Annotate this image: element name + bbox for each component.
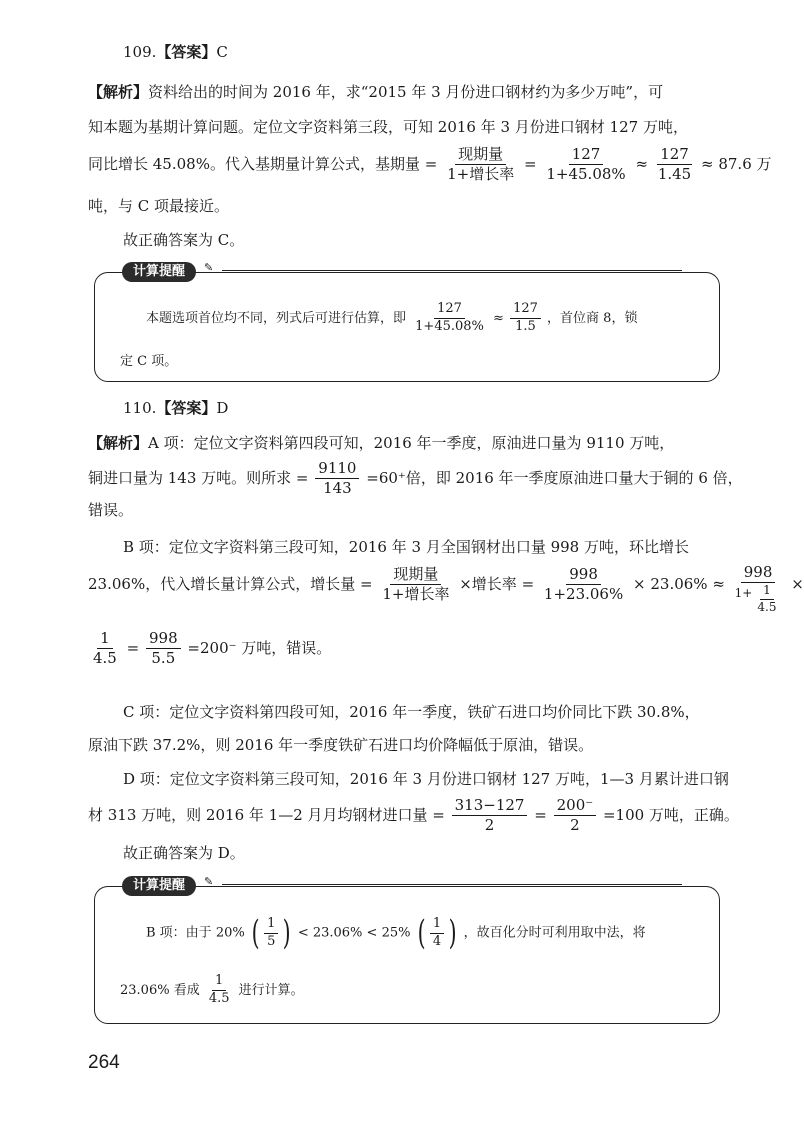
q110-b-fraction-5: $\frac{998}{5.5}$ — [146, 630, 181, 668]
q109-answer: C — [216, 43, 228, 61]
q110-b-fraction-1: $\frac{\text{现期量}}{\text{1+增长率}}$ — [382, 565, 450, 604]
tip-box-1-sparkle-icon: ✎ — [204, 261, 214, 274]
q109-formula-fraction-1: $\frac{\text{现期量}}{\text{1+增长率}}$ — [447, 145, 515, 184]
q110-c-line2: 原油下跌 37.2%，则 2016 年一季度铁矿石进口均价降幅低于原油，错误。 — [88, 736, 594, 754]
tip2-line2: 23.06% 看成 $\frac{1}{4.5}$ 进行计算。 — [120, 973, 304, 1006]
q110-d-fraction-2: $\frac{200^-}{2}$ — [554, 797, 597, 835]
tip2-paren-fraction-1: ( $\frac{1}{5}$ ) — [251, 913, 292, 953]
q109-line2: 知本题为基期计算问题。定位文字资料第三段，可知 2016 年 3 月份进口钢材 127 万吨， — [88, 118, 688, 136]
q110-a-line2: 铜进口量为 143 万吨。则所求 = $\frac{9110}{143}$ =60⁺倍，即 2016 年一季度原油进口量大于铜的 6 倍， — [88, 459, 743, 498]
q110-b-fraction-4: $\frac{1}{4.5}$ — [93, 629, 117, 668]
q109-header — [123, 45, 228, 60]
q110-b-nested-fraction: $\frac{1}{4.5}$ — [757, 583, 777, 615]
q110-d-fraction-1: $\frac{313-127}{2}$ — [452, 797, 528, 835]
tip2-paren-fraction-2: ( $\frac{1}{4}$ ) — [417, 913, 457, 953]
tip-box-1-top-rule — [222, 270, 682, 271]
q110-conclusion: 故正确答案为 D。 — [123, 844, 245, 862]
q110-a-line1: 【解析】A 项：定位文字资料第四段可知，2016 年一季度，原油进口量为 9110 万吨， — [88, 434, 675, 452]
q109-conclusion: 故正确答案为 C。 — [123, 231, 245, 249]
q110-answer: D — [216, 399, 229, 417]
q110-b-line2: 23.06%，代入增长量计算公式，增长量 = $\frac{\text{现期量}}{\text{1+增长率}}$ ×增长率 = $\frac{998}{1+23.06\%}$ × 23.06% ≈ 998 1+ $\frac{1}{4.5}$ × — [88, 563, 804, 615]
q110-b-line3: $\frac{1}{4.5}$ = $\frac{998}{5.5}$ =200⁻ 万吨，错误。 — [88, 630, 331, 668]
q110-d-line1: D 项：定位文字资料第三段可知，2016 年 3 月份进口钢材 127 万吨，1—3 月累计进口钢 — [123, 770, 729, 788]
q110-a-line3: 错误。 — [88, 501, 134, 519]
q109-number: 109. — [123, 43, 157, 61]
tip-box-1-tag: 计算提醒 — [122, 262, 196, 282]
q110-b-fraction-2: $\frac{998}{1+23.06\%}$ — [543, 565, 624, 604]
q110-a-fraction: $\frac{9110}{143}$ — [315, 460, 359, 498]
q110-answer-tag: 【答案】 — [156, 399, 217, 417]
q109-analysis-tag: 【解析】 — [88, 83, 149, 101]
tip1-line2: 定 C 项。 — [120, 354, 178, 369]
tip-box-2-sparkle-icon: ✎ — [204, 875, 214, 888]
tip1-fraction-1: $\frac{127}{1+45.08\%}$ — [415, 301, 484, 334]
q110-d-line2: 材 313 万吨，则 2016 年 1—2 月月均钢材进口量 = $\frac{313-127}{2}$ = $\frac{200^-}{2}$ =100 万吨，正确。 — [88, 796, 739, 835]
q109-formula-fraction-3: $\frac{127}{1.45}$ — [657, 145, 692, 184]
q110-b-fraction-3: 998 1+ $\frac{1}{4.5}$ — [732, 564, 785, 615]
q110-b-line1: B 项：定位文字资料第三段可知，2016 年 3 月全国钢材出口量 998 万吨，环比增长 — [123, 538, 689, 556]
q110-number: 110. — [123, 399, 157, 417]
page-number: 264 — [88, 1052, 120, 1073]
q110-header — [123, 401, 228, 416]
tip2-fraction: $\frac{1}{4.5}$ — [208, 973, 230, 1006]
q109-line4: 吨，与 C 项最接近。 — [88, 197, 230, 215]
q110-analysis-tag: 【解析】 — [88, 434, 149, 452]
tip1-line1: 本题选项首位均不同，列式后可进行估算，即 $\frac{127}{1+45.08\%}$ ≈ $\frac{127}{1.5}$ ，首位商 8，锁 — [146, 301, 638, 334]
q109-answer-tag: 【答案】 — [156, 43, 217, 61]
q109-formula-fraction-2: $\frac{127}{1+45.08\%}$ — [546, 145, 626, 184]
tip1-fraction-2: $\frac{127}{1.5}$ — [510, 302, 541, 335]
q110-c-line1: C 项：定位文字资料第四段可知，2016 年一季度，铁矿石进口均价同比下跌 30.8%， — [123, 703, 700, 721]
tip2-line1: B 项：由于 20% ( $\frac{1}{5}$ ) < 23.06% < 25% ( $\frac{1}{4}$ ) ，故百化分时可利用取中法，将 — [146, 913, 646, 953]
q109-line3: 同比增长 45.08%。代入基期量计算公式，基期量 = $\frac{\text{现期量}}{\text{1+增长率}}$ = $\frac{127}{1+45.08\%}$ ≈ $\frac{127}{1.45}$ ≈ 87.6 万 — [88, 145, 772, 184]
q109-line1: 【解析】资料给出的时间为 2016 年，求“2015 年 3 月份进口钢材约为多少万吨”，可 — [88, 83, 664, 101]
tip-box-2-top-rule — [222, 884, 682, 885]
tip-box-2-tag: 计算提醒 — [122, 876, 196, 896]
